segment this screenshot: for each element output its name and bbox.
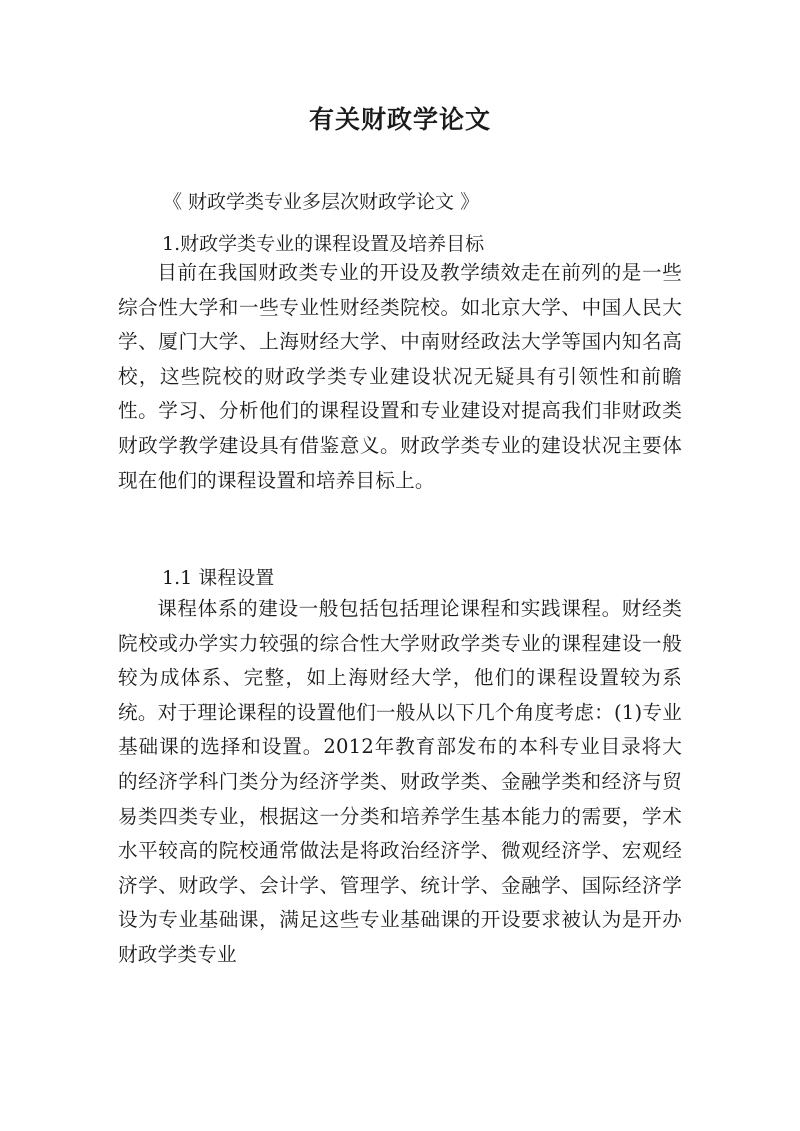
- document-subtitle: 《 财政学类专业多层次财政学论文 》: [163, 191, 480, 213]
- paragraph-1-block: [118, 256, 682, 498]
- section-1-heading: 1.财政学类专业的课程设置及培养目标: [162, 233, 485, 255]
- paragraph-2-block: [118, 592, 682, 973]
- paragraph-1: 目前在我国财政类专业的开设及教学绩效走在前列的是一些综合性大学和一些专业性财经类院校。如北京大学、中国人民大学、厦门大学、上海财经大学、中南财经政法大学等国内知名高校，这些院校的财政学类专业建设状况无疑具有引领性和前瞻性。学习、分析他们的课程设置和专业建设对提高我们非财政类财政学教学建设具有借鉴意义。财政学类专业的建设状况主要体现在他们的课程设置和培养目标上。: [118, 261, 682, 492]
- section-1-1-heading: 1.1 课程设置: [162, 567, 275, 589]
- paragraph-2: 课程体系的建设一般包括包括理论课程和实践课程。财经类院校或办学实力较强的综合性大学财政学类专业的课程建设一般较为成体系、完整，如上海财经大学，他们的课程设置较为系统。对于理论课程的设置他们一般从以下几个角度考虑：(1)专业基础课的选择和设置。2012年教育部发布的本科专业目录将大的经济学科门类分为经济学类、财政学类、金融学类和经济与贸易类四类专业，根据这一分类和培养学生基本能力的需要，学术水平较高的院校通常做法是将政治经济学、微观经济学、宏观经济学、财政学、会计学、管理学、统计学、金融学、国际经济学设为专业基础课，满足这些专业基础课的开设要求被认为是开办财政学类专业: [118, 597, 682, 966]
- document-title: 有关财政学论文: [308, 105, 491, 134]
